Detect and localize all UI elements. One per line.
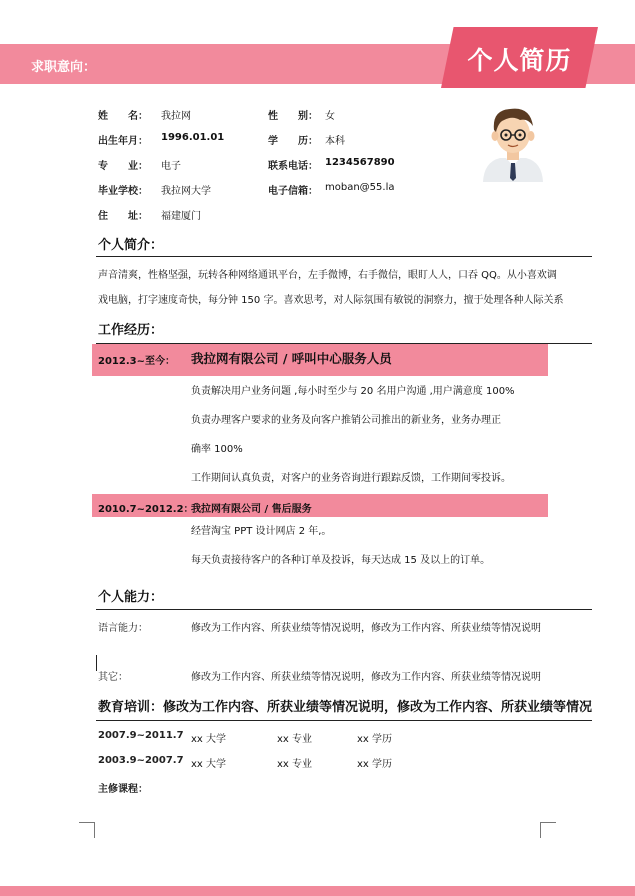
- edu-row-2-date: 2003.9~2007.7: [98, 755, 184, 766]
- name-label: 姓 名：: [98, 111, 148, 122]
- edu-row-1-date: 2007.9~2011.7: [98, 730, 184, 741]
- birth-label: 出生年月：: [98, 136, 148, 147]
- resume-title: 个人简历: [467, 46, 572, 75]
- email-value: moban@55.la: [325, 182, 395, 193]
- job-1-line-1: 负责解决用户业务问题 ,每小时至少与 20 名用户沟通 ,用户满意度 100%: [191, 386, 515, 397]
- intro-line-2: 戏电脑，打字速度奇快，每分钟 150 字。喜欢思考，对人际氛围有敏锐的洞察力，擅于处理各种人际关系: [98, 295, 564, 306]
- name-value: 我拉网: [161, 111, 191, 122]
- job-1-date: 2012.3~至今：: [98, 356, 175, 367]
- school-label: 毕业学校：: [98, 186, 148, 197]
- edu-row-1-major: xx 专业: [277, 734, 313, 745]
- job-intent-label: 求职意向：: [31, 60, 97, 75]
- ability-other-text: 修改为工作内容、所获业绩等情况说明，修改为工作内容、所获业绩等情况说明: [191, 672, 541, 683]
- job-2-line-2: 每天负责接待客户的各种订单及投诉，每天达成 15 及以上的订单。: [191, 555, 491, 566]
- education-heading: 教育培训：修改为工作内容、所获业绩等情况说明，修改为工作内容、所获业绩等情况: [98, 700, 593, 715]
- intro-heading: 个人简介：: [98, 238, 164, 253]
- job-1-line-4: 工作期间认真负责，对客户的业务咨询进行跟踪反馈，工作期间零投诉。: [191, 473, 511, 484]
- text-cursor: [96, 655, 97, 671]
- crop-mark-left: [79, 822, 95, 838]
- courses-label: 主修课程：: [98, 784, 148, 795]
- footer-band: [0, 886, 635, 896]
- birth-value: 1996.01.01: [161, 132, 225, 143]
- edu-row-2-school: xx 大学: [191, 759, 227, 770]
- address-value: 福建厦门: [161, 211, 201, 222]
- phone-label: 联系电话：: [268, 161, 318, 172]
- job-1-line-2: 负责办理客户要求的业务及向客户推销公司推出的新业务，业务办理正: [191, 415, 501, 426]
- edu-row-1-school: xx 大学: [191, 734, 227, 745]
- edu-row-1-degree: xx 学历: [357, 734, 393, 745]
- school-value: 我拉网大学: [161, 186, 211, 197]
- ability-rule: [96, 609, 592, 610]
- major-label: 专 业：: [98, 161, 148, 172]
- edu-label: 学 历：: [268, 136, 318, 147]
- major-value: 电子: [161, 161, 181, 172]
- education-rule: [96, 720, 592, 721]
- job-2-title: 我拉网有限公司 / 售后服务: [191, 504, 312, 515]
- ability-language-label: 语言能力：: [98, 623, 148, 634]
- address-label: 住 址：: [98, 211, 148, 222]
- phone-value: 1234567890: [325, 157, 395, 168]
- gender-value: 女: [325, 111, 335, 122]
- ability-other-label: 其它：: [98, 672, 128, 683]
- intro-line-1: 声音清爽，性格坚强，玩转各种网络通讯平台，左手微博，右手微信，眼盯人人，口吞 QQ。从小喜欢调: [98, 270, 557, 281]
- work-heading: 工作经历：: [98, 323, 164, 338]
- ability-heading: 个人能力：: [98, 590, 164, 605]
- gender-label: 性 别：: [268, 111, 318, 122]
- edu-row-2-major: xx 专业: [277, 759, 313, 770]
- crop-mark-right: [540, 822, 556, 838]
- edu-value: 本科: [325, 136, 345, 147]
- job-2-date: 2010.7~2012.2：: [98, 504, 194, 515]
- job-1-title: 我拉网有限公司 / 呼叫中心服务人员: [191, 351, 392, 366]
- email-label: 电子信箱：: [268, 186, 318, 197]
- ability-language-text: 修改为工作内容、所获业绩等情况说明，修改为工作内容、所获业绩等情况说明: [191, 623, 541, 634]
- job-1-line-3: 确率 100%: [191, 444, 243, 455]
- avatar-icon: [478, 100, 548, 182]
- intro-rule: [96, 256, 592, 257]
- edu-row-2-degree: xx 学历: [357, 759, 393, 770]
- job-2-line-1: 经营淘宝 PPT 设计网店 2 年,。: [191, 526, 332, 537]
